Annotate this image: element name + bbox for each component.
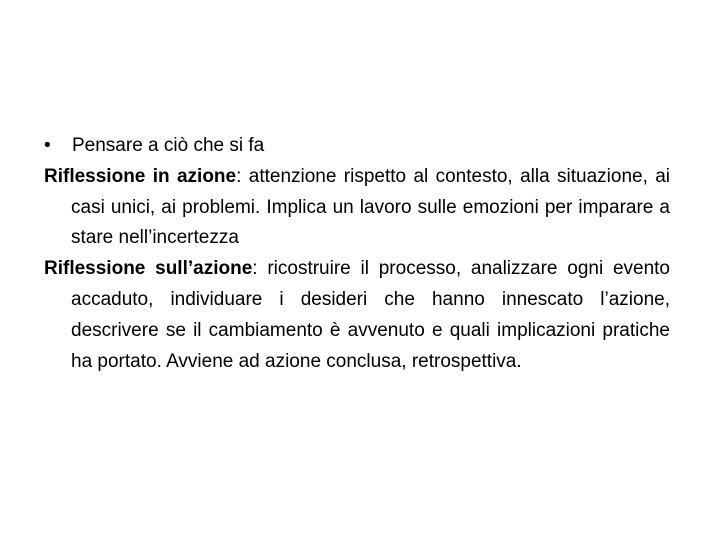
slide-content xyxy=(44,131,670,377)
term-riflessione-sull-azione: Riflessione sull’azione xyxy=(44,258,253,280)
bullet-marker: • xyxy=(44,135,51,156)
paragraph-riflessione-in-azione xyxy=(44,162,670,254)
definition-riflessione-sull-azione: : ricostruire il processo, analizzare ogni evento accaduto, individuare i desideri che hanno innescato l’azione, descrivere se il cambiamento è avvenuto e quali implicazioni pratiche ha portato. Avviene ad azione conclusa, retrospettiva. xyxy=(71,258,670,372)
bullet-text: Pensare a ciò che si fa xyxy=(72,135,265,156)
term-riflessione-in-azione: Riflessione in azione xyxy=(44,165,237,187)
bullet-item xyxy=(44,131,670,162)
paragraph-riflessione-sull-azione xyxy=(44,254,670,377)
definition-riflessione-in-azione: : attenzione rispetto al contesto, alla situazione, ai casi unici, ai problemi. Implica un lavoro sulle emozioni per imparare a stare nell’incertezza xyxy=(71,165,671,249)
